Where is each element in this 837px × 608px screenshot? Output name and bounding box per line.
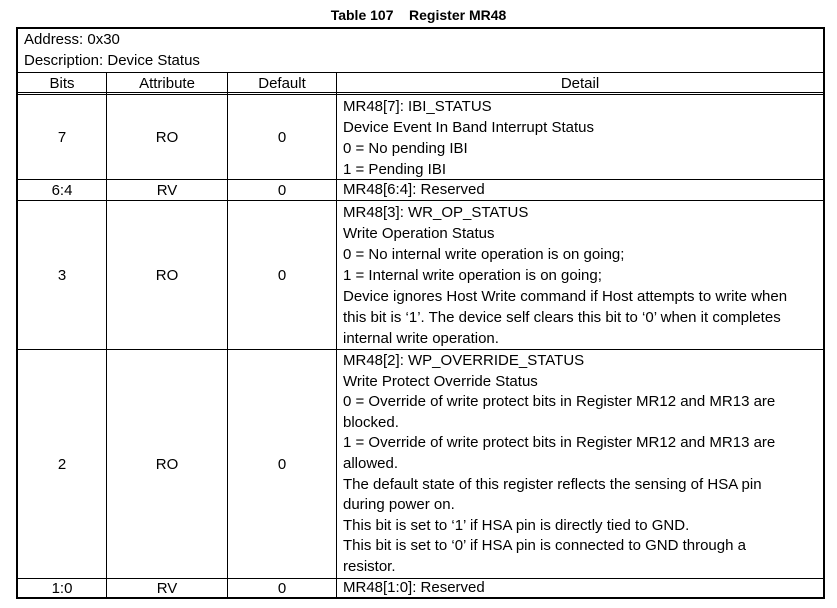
detail-line: MR48[3]: WR_OP_STATUS xyxy=(343,204,529,221)
detail-line: 0 = No internal write operation is on going; xyxy=(343,246,625,263)
table-caption: Table 107 Register MR48 xyxy=(330,7,507,23)
table-row-default: 0 xyxy=(277,266,287,284)
detail-line: allowed. xyxy=(343,454,399,472)
table-row-bits: 6:4 xyxy=(51,181,73,199)
table-row-attribute: RV xyxy=(156,579,178,597)
detail-line: this bit is ‘1’. The device self clears this bit to ‘0’ when it completes xyxy=(343,309,781,326)
column-header-detail: Detail xyxy=(560,74,600,92)
detail-line: Device Event In Band Interrupt Status xyxy=(343,119,594,136)
table-row-bits: 7 xyxy=(57,128,67,146)
detail-line: MR48[1:0]: Reserved xyxy=(343,579,485,596)
detail-line: This bit is set to ‘0’ if HSA pin is connected to GND through a xyxy=(343,537,746,555)
detail-line: MR48[7]: IBI_STATUS xyxy=(343,98,492,115)
detail-line: internal write operation. xyxy=(343,330,499,347)
detail-line: 0 = No pending IBI xyxy=(343,140,468,157)
table-row-attribute: RO xyxy=(155,455,179,473)
column-header-default: Default xyxy=(258,74,306,92)
register-table xyxy=(16,27,825,599)
register-info xyxy=(18,29,823,72)
table-row-detail xyxy=(337,578,823,597)
table-row-detail xyxy=(337,95,823,179)
table-row-detail xyxy=(337,179,823,200)
detail-line: MR48[6:4]: Reserved xyxy=(343,181,485,198)
detail-line: 0 = Override of write protect bits in Register MR12 and MR13 are xyxy=(343,393,776,411)
detail-line: during power on. xyxy=(343,496,455,514)
detail-line: This bit is set to ‘1’ if HSA pin is directly tied to GND. xyxy=(343,516,690,534)
column-header-bits: Bits xyxy=(49,74,75,92)
detail-line: MR48[2]: WP_OVERRIDE_STATUS xyxy=(343,352,585,369)
detail-line: 1 = Internal write operation is on going; xyxy=(343,267,602,284)
detail-line: Device ignores Host Write command if Host attempts to write when xyxy=(343,288,788,305)
detail-line: Write Operation Status xyxy=(343,225,495,242)
description-line: Description: Device Status xyxy=(24,52,200,69)
detail-line: Write Protect Override Status xyxy=(343,372,538,390)
table-row-default: 0 xyxy=(277,455,287,473)
table-row-default: 0 xyxy=(277,579,287,597)
table-row-attribute: RO xyxy=(155,128,179,146)
table-row-attribute: RV xyxy=(156,181,178,199)
column-header-attribute: Attribute xyxy=(139,74,195,92)
detail-line: 1 = Override of write protect bits in Register MR12 and MR13 are xyxy=(343,434,776,452)
address-line: Address: 0x30 xyxy=(24,31,120,48)
table-row-default: 0 xyxy=(277,181,287,199)
detail-line: resistor. xyxy=(343,557,396,575)
table-row-detail xyxy=(337,201,823,349)
detail-line: 1 = Pending IBI xyxy=(343,161,446,178)
detail-line: The default state of this register reflects the sensing of HSA pin xyxy=(343,475,762,493)
table-row-attribute: RO xyxy=(155,266,179,284)
table-row-bits: 2 xyxy=(57,455,67,473)
table-row-detail xyxy=(337,350,823,578)
table-row-default: 0 xyxy=(277,128,287,146)
table-row-bits: 1:0 xyxy=(51,579,73,597)
table-row-bits: 3 xyxy=(57,266,67,284)
detail-line: blocked. xyxy=(343,413,399,431)
